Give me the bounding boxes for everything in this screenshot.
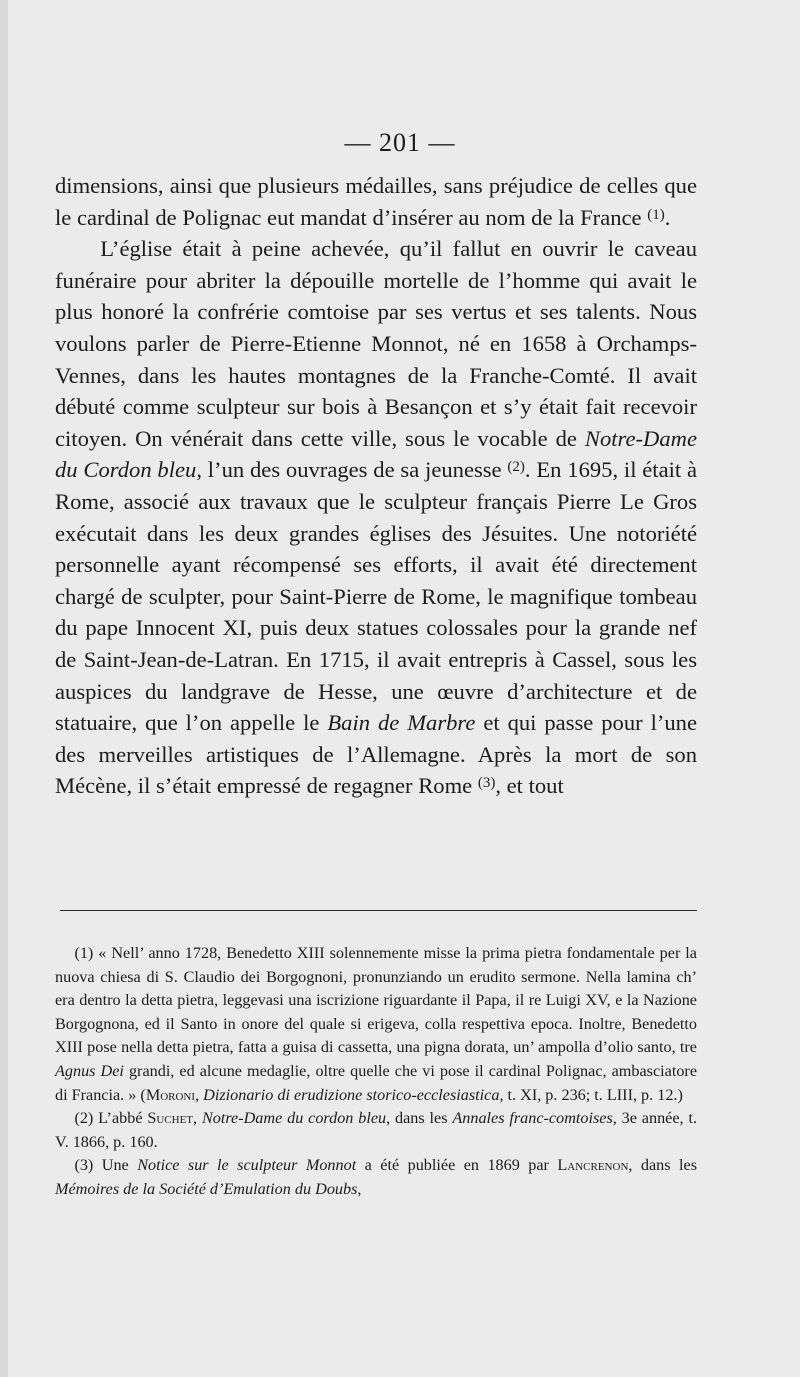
text-run: , dans les	[628, 1156, 698, 1175]
main-text	[55, 170, 697, 802]
footnotes	[55, 942, 697, 1202]
text-run: , t. XI, p. 236; t. LIII, p. 12.)	[499, 1085, 683, 1104]
text-run: et qui passe pour l’une des merveilles artistiques de l’Allemagne. Après la mort de son Mécène, il s’était empressé de regagner Rome	[55, 710, 698, 799]
text-run: a été publiée en 1869 par	[356, 1156, 558, 1175]
footnote-reference: (2)	[507, 459, 525, 476]
text-run: (1) « Nell’ anno 1728, Benedetto XIII solennemente misse la prima pietra fondamentale per la nuova chiesa di S. Claudio dei Borgognoni, pronunziando un erudito sermone. Nella lamina ch’ era dentro la detta pietra, leggevasi una iscrizione riguardante il Papa, il re Luigi XV, e la Nazione Borgognona, ed il Santo in onore del quale si erigeva, colla respettiva epoca. Inoltre, Benedetto XIII pose nella detta pietra, fatta a guisa di cassetta, una pigna dorata, un’ ampolla d’olio santo, tre	[55, 944, 697, 1057]
text-run: , dans les	[386, 1109, 453, 1128]
italic-text: Notre-Dame du cordon bleu	[201, 1109, 387, 1128]
footnote-1	[55, 942, 697, 1107]
text-run: grandi, ed alcune medaglie, oltre quelle che vi pose il cardinal Polignac, ambasciatore di Francia. » (	[55, 1061, 697, 1104]
footnote-reference: (1)	[647, 206, 665, 223]
paragraph	[55, 170, 697, 233]
italic-text: Mémoires de la Société d’Emulation du Doubs	[55, 1179, 358, 1198]
author-name: Suchet	[147, 1109, 194, 1128]
text-run: L’église était à peine achevée, qu’il fallut en ouvrir le caveau funéraire pour abriter la dépouille mortelle de l’homme qui avait le plus honoré la confrérie comtoise par ses vertus et ses talents. Nous voulons parler de Pierre-Etienne Monnot, né en 1658 à Orchamps-Vennes, dans les hautes montagnes de la Franche-Comté. Il avait débuté comme sculpteur sur bois à Besançon et s’y était fait recevoir citoyen. On vénérait dans cette ville, sous le vocable de	[55, 236, 697, 451]
italic-text: Agnus Dei	[55, 1061, 124, 1080]
text-run: (2) L’abbé	[74, 1109, 148, 1128]
paragraph	[55, 233, 697, 802]
text-run: , 3e année, t. V. 1866, p. 160.	[55, 1109, 697, 1151]
text-run: ,	[357, 1179, 362, 1198]
italic-text: Annales franc-comtoises	[452, 1109, 613, 1128]
text-run: .	[664, 204, 671, 230]
italic-text: Bain de Marbre	[327, 710, 476, 736]
text-run: . En 1695, il était à Rome, associé aux travaux que le sculpteur français Pierre Le Gros exécutait dans les deux grandes églises des Jésuites. Une notoriété personnelle ayant récompensé ses efforts, il avait été directement chargé de sculpter, pour Saint-Pierre de Rome, le magnifique tombeau du pape Innocent XI, puis deux statues colossales pour la grande nef de Saint-Jean-de-Latran. En 1715, il avait entrepris à Cassel, sous les auspices du landgrave de Hesse, une œuvre d’architecture et de statuaire, que l’on appelle le	[55, 457, 697, 736]
footnote-rule	[60, 910, 697, 911]
text-run: , l’un des ouvrages de sa jeunesse	[196, 457, 508, 483]
italic-text: Dizionario di erudizione storico-ecclesiastica	[203, 1085, 500, 1104]
italic-text: Notre-Dame du Cordon bleu	[55, 425, 697, 483]
text-run: ,	[193, 1109, 202, 1128]
text-run: (3) Une	[74, 1156, 138, 1175]
footnote-2	[55, 1107, 697, 1154]
footnote-3	[55, 1154, 697, 1201]
text-run: , et tout	[495, 773, 564, 799]
author-name: Moroni	[145, 1085, 196, 1104]
text-run: ,	[195, 1085, 204, 1104]
italic-text: Notice sur le sculpteur Monnot	[137, 1156, 357, 1175]
page-number: — 201 —	[344, 128, 456, 157]
footnote-reference: (3)	[477, 775, 496, 792]
text-run: dimensions, ainsi que plusieurs médailles, sans préjudice de celles que le cardinal de Polignac eut mandat d’insérer au nom de la France	[55, 173, 697, 230]
author-name: Lancrenon	[557, 1156, 629, 1175]
